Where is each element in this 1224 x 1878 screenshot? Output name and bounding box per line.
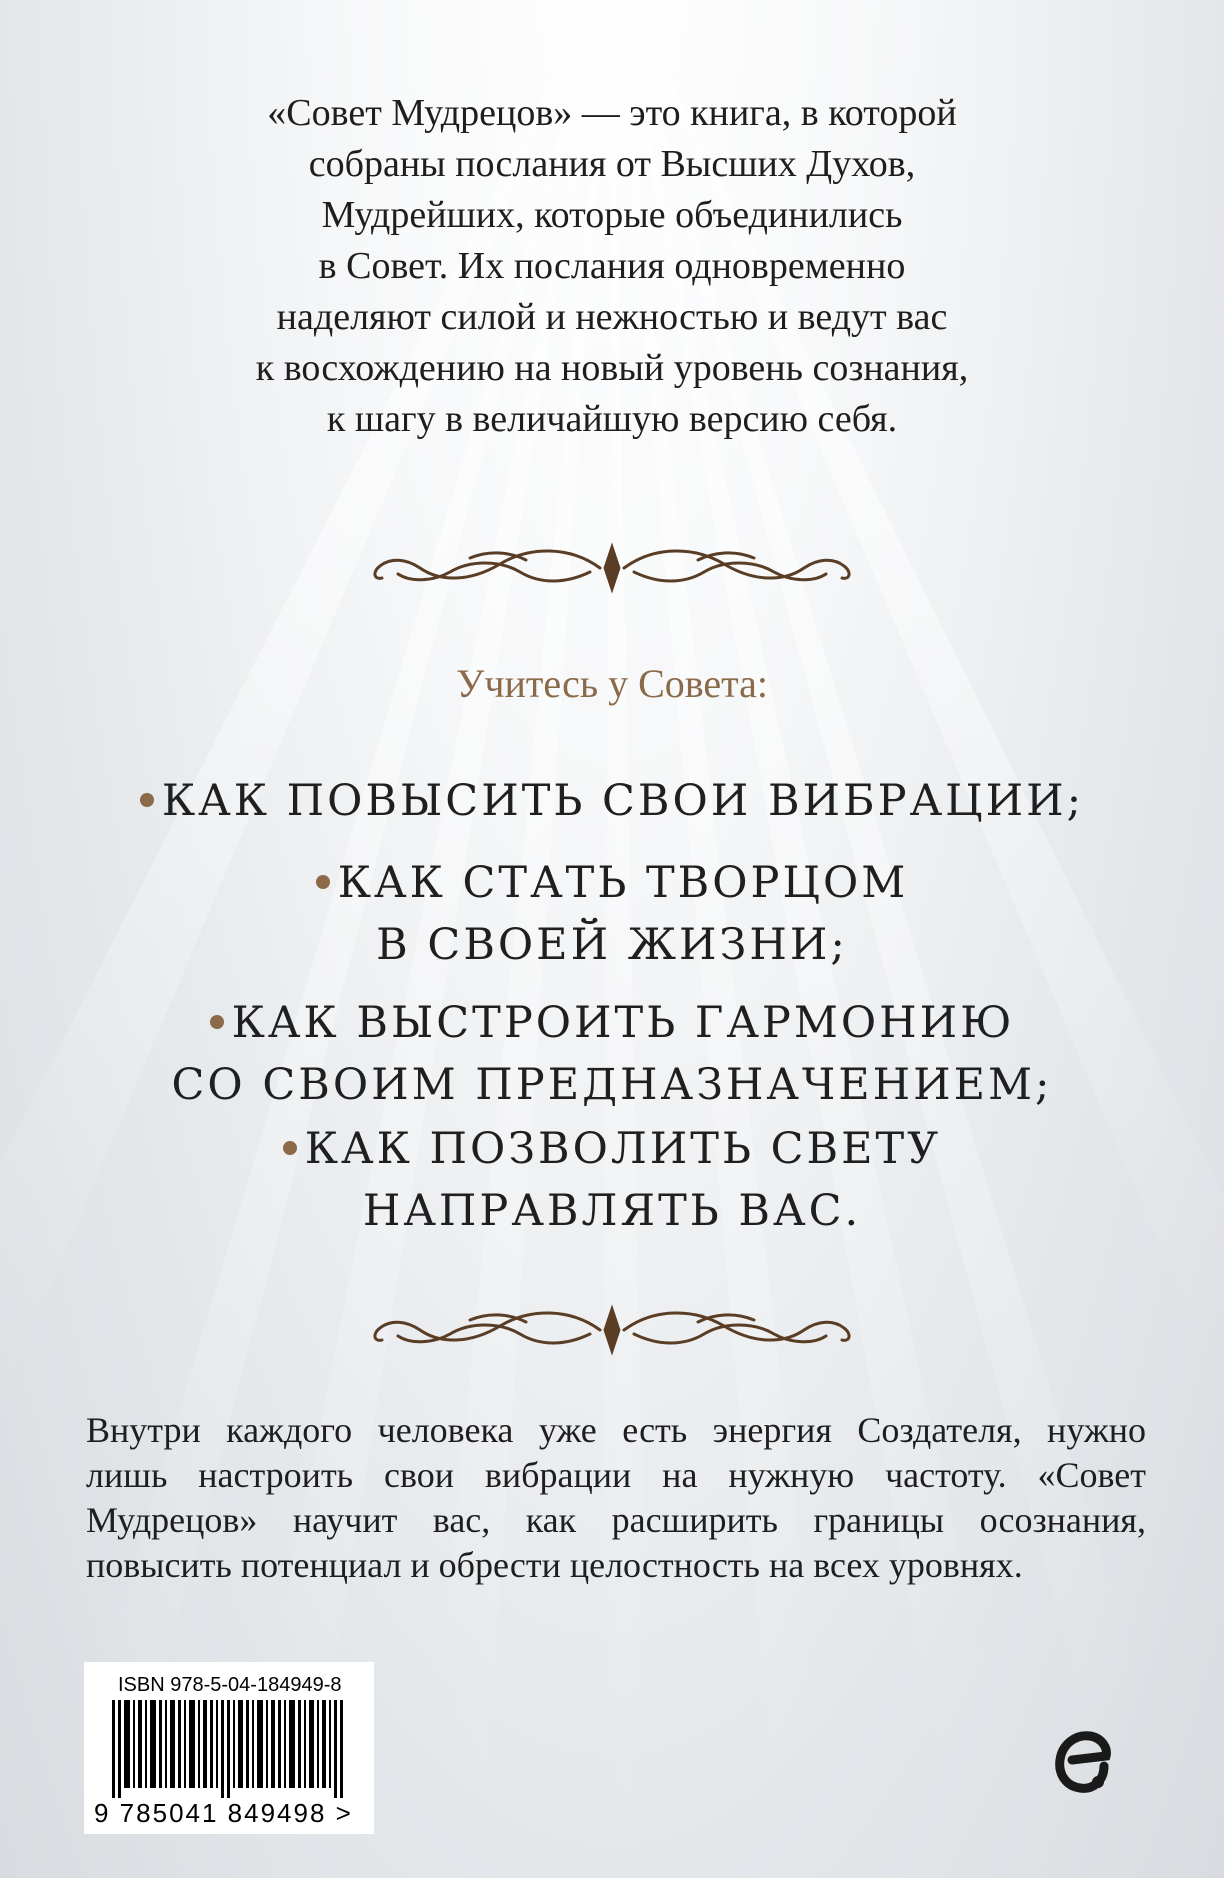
list-item-text: КАК ПОЗВОЛИТЬ СВЕТУ — [304, 1124, 942, 1174]
list-item-text: КАК ПОВЫСИТЬ СВОИ ВИБРАЦИИ; — [161, 776, 1085, 826]
list-item-line — [0, 992, 1224, 1054]
intro-line: Мудрейших, которые объединились — [321, 194, 903, 236]
list-item-line — [0, 1118, 1224, 1180]
intro-line: наделяют силой и нежностью и ведут вас — [276, 296, 948, 338]
publisher-logo-icon — [1052, 1722, 1118, 1796]
barcode-digits: 9 785041 849498 > — [94, 1798, 353, 1828]
outro-line: Внутри каждого человека уже есть энергия Создателя, нужно — [86, 1410, 1146, 1450]
intro-line: в Совет. Их послания одновременно — [318, 245, 906, 287]
bullet-dot-icon — [210, 1015, 224, 1029]
barcode-bars — [112, 1700, 348, 1798]
isbn-barcode — [84, 1662, 374, 1834]
bullet-dot-icon — [140, 793, 154, 807]
list-item-line: СО СВОИМ ПРЕДНАЗНАЧЕНИЕМ; — [171, 1060, 1053, 1110]
outro-line: Мудрецов» научит вас, как расширить границы осознания, — [86, 1500, 1146, 1540]
intro-line: собраны послания от Высших Духов, — [308, 143, 916, 185]
intro-line: к восхождению на новый уровень сознания, — [255, 347, 969, 389]
outro-line: лишь настроить свои вибрации на нужную частоту. «Совет — [86, 1455, 1146, 1495]
intro-line: «Совет Мудрецов» — это книга, в которой — [267, 92, 957, 134]
intro-paragraph — [112, 88, 1112, 445]
flourish-divider-icon — [350, 1300, 874, 1362]
intro-line: к шагу в величайшую версию себя. — [326, 398, 898, 440]
isbn-number: ISBN 978-5-04-184949-8 — [118, 1674, 342, 1696]
list-item-line — [0, 770, 1224, 832]
list-item-line: НАПРАВЛЯТЬ ВАС. — [362, 1186, 862, 1236]
flourish-divider-icon — [350, 538, 874, 600]
list-item-line: В СВОЕЙ ЖИЗНИ; — [376, 920, 848, 970]
list-item — [0, 852, 1224, 976]
list-item-text: КАК ВЫСТРОИТЬ ГАРМОНИЮ — [231, 998, 1015, 1048]
learn-heading: Учитесь у Совета: — [456, 661, 768, 706]
outro-line: повысить потенциал и обрести целостность на всех уровнях. — [86, 1545, 1023, 1585]
list-item — [0, 770, 1224, 832]
list-item — [0, 992, 1224, 1116]
list-item-line — [0, 852, 1224, 914]
bullet-dot-icon — [316, 875, 330, 889]
list-item — [0, 1118, 1224, 1242]
list-item-text: КАК СТАТЬ ТВОРЦОМ — [337, 858, 909, 908]
bullet-dot-icon — [283, 1141, 297, 1155]
outro-paragraph — [86, 1408, 1146, 1588]
